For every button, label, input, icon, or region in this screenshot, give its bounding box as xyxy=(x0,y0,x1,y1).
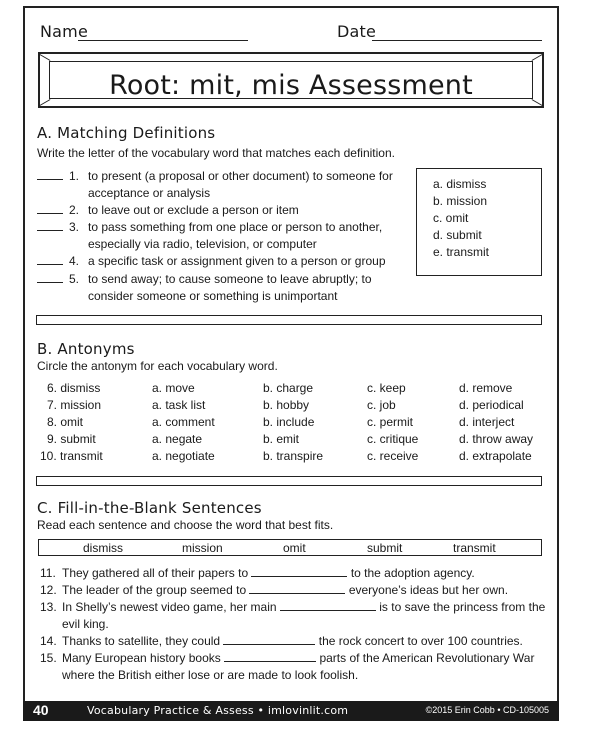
choice-d[interactable]: d. remove xyxy=(459,381,513,395)
sentence-text: is to save the princess from the xyxy=(379,600,546,614)
section-b-instructions: Circle the antonym for each vocabulary word. xyxy=(37,359,278,373)
choice-a[interactable]: a. negate xyxy=(152,432,203,446)
choice-d[interactable]: d. throw away xyxy=(459,432,534,446)
section-c-heading: C. Fill-in-the-Blank Sentences xyxy=(37,499,262,517)
definition-text: especially via radio, television, or computer xyxy=(88,237,317,251)
title-plate xyxy=(49,61,533,99)
definition-item xyxy=(37,203,299,217)
vocab-word: 6. dismiss xyxy=(47,381,101,395)
sentence-text: The leader of the group seemed to xyxy=(62,583,247,597)
choice-b[interactable]: b. charge xyxy=(263,381,314,395)
definition-text: to present (a proposal or other document) to someone for xyxy=(88,169,393,183)
choice-c[interactable]: c. keep xyxy=(367,381,406,395)
sentence-text: evil king. xyxy=(62,617,109,631)
choice-c[interactable]: c. receive xyxy=(367,449,419,463)
item-number: 15. xyxy=(40,651,57,665)
choice-b[interactable]: b. emit xyxy=(263,432,300,446)
item-number: 5. xyxy=(69,272,80,286)
section-a-heading: A. Matching Definitions xyxy=(37,124,216,142)
sentence-text: parts of the American Revolutionary War xyxy=(319,651,535,665)
name-field-line[interactable] xyxy=(78,40,248,41)
answer-choices-box xyxy=(416,168,542,276)
answer-blank[interactable] xyxy=(37,179,63,180)
definition-text: acceptance or analysis xyxy=(88,186,211,200)
word-bank-item: dismiss xyxy=(83,541,124,555)
word-bank-item: omit xyxy=(283,541,306,555)
item-number: 13. xyxy=(40,600,57,614)
definition-item xyxy=(37,272,372,303)
sentence-item xyxy=(40,583,509,597)
definition-text: to send away; to cause someone to leave abruptly; to xyxy=(88,272,372,286)
item-number: 2. xyxy=(69,203,80,217)
sentence-item xyxy=(40,634,523,648)
answer-blank[interactable] xyxy=(37,282,63,283)
word-bank-item: submit xyxy=(367,541,403,555)
sentence-text: everyone’s ideas but her own. xyxy=(348,583,509,597)
definition-text: to leave out or exclude a person or item xyxy=(88,203,299,217)
fill-blank[interactable] xyxy=(223,644,315,645)
choice-d[interactable]: d. extrapolate xyxy=(459,449,532,463)
sentence-text: Many European history books xyxy=(62,651,221,665)
sentence-text: Thanks to satellite, they could xyxy=(62,634,221,648)
sentence-item xyxy=(40,600,546,631)
definition-item xyxy=(37,254,386,268)
item-number: 14. xyxy=(40,634,57,648)
choice-a[interactable]: a. move xyxy=(152,381,195,395)
sentence-item xyxy=(40,651,535,682)
answer-choice: d. submit xyxy=(433,228,482,242)
choice-b[interactable]: b. include xyxy=(263,415,315,429)
choice-c[interactable]: c. permit xyxy=(367,415,414,429)
word-bank xyxy=(38,539,542,556)
fill-blank[interactable] xyxy=(251,576,347,577)
definition-text: consider someone or something is unimportant xyxy=(88,289,338,303)
page-number: 40 xyxy=(33,702,49,718)
choice-c[interactable]: c. job xyxy=(367,398,396,412)
definition-item xyxy=(37,169,393,200)
section-b-heading: B. Antonyms xyxy=(37,340,135,358)
definition-text: a specific task or assignment given to a person or group xyxy=(88,254,386,268)
section-divider xyxy=(36,476,542,486)
date-label: Date xyxy=(337,22,377,41)
book-credit: Vocabulary Practice & Assess • imlovinlit.com xyxy=(87,704,349,717)
answer-choice: a. dismiss xyxy=(433,177,487,191)
item-number: 12. xyxy=(40,583,57,597)
item-number: 4. xyxy=(69,254,80,268)
vocab-word: 10. transmit xyxy=(40,449,103,463)
sentence-text: In Shelly’s newest video game, her main xyxy=(62,600,277,614)
item-number: 11. xyxy=(40,566,56,580)
page-title: Root: mit, mis Assessment xyxy=(109,70,473,101)
word-bank-item: transmit xyxy=(453,541,496,555)
vocab-word: 8. omit xyxy=(47,415,84,429)
sentence-text: the rock concert to over 100 countries. xyxy=(318,634,523,648)
word-bank-item: mission xyxy=(182,541,223,555)
sentence-text: They gathered all of their papers to xyxy=(62,566,249,580)
answer-blank[interactable] xyxy=(37,264,63,265)
item-number: 1. xyxy=(69,169,80,183)
choice-c[interactable]: c. critique xyxy=(367,432,419,446)
vocab-word: 9. submit xyxy=(47,432,96,446)
choice-a[interactable]: a. negotiate xyxy=(152,449,215,463)
fill-blank[interactable] xyxy=(280,610,376,611)
date-field-line[interactable] xyxy=(372,40,542,41)
frame-corner xyxy=(532,54,543,61)
sentence-item xyxy=(40,566,475,580)
frame-corner xyxy=(40,99,51,106)
sentence-text: where the British either lose or are made to look foolish. xyxy=(62,668,359,682)
choice-d[interactable]: d. interject xyxy=(459,415,515,429)
section-a-instructions: Write the letter of the vocabulary word that matches each definition. xyxy=(37,146,395,160)
definition-item xyxy=(37,220,383,251)
choice-d[interactable]: d. periodical xyxy=(459,398,524,412)
frame-corner xyxy=(40,54,51,61)
section-c-instructions: Read each sentence and choose the word that best fits. xyxy=(37,518,334,532)
item-number: 3. xyxy=(69,220,80,234)
answer-choice: e. transmit xyxy=(433,245,490,259)
vocab-word: 7. mission xyxy=(47,398,102,412)
choice-b[interactable]: b. hobby xyxy=(263,398,310,412)
name-label: Name xyxy=(40,22,89,41)
footer-bar xyxy=(23,701,559,721)
definition-text: to pass something from one place or person to another, xyxy=(88,220,383,234)
answer-choice: c. omit xyxy=(433,211,469,225)
choice-a[interactable]: a. task list xyxy=(152,398,206,412)
choice-b[interactable]: b. transpire xyxy=(263,449,324,463)
fill-blank[interactable] xyxy=(224,661,316,662)
copyright: ©2015 Erin Cobb • CD-105005 xyxy=(425,705,549,715)
answer-choice: b. mission xyxy=(433,194,488,208)
section-divider xyxy=(36,315,542,325)
title-frame xyxy=(38,52,544,108)
frame-corner xyxy=(532,99,543,106)
answer-blank[interactable] xyxy=(37,213,63,214)
sentence-text: to the adoption agency. xyxy=(350,566,475,580)
fill-blank[interactable] xyxy=(249,593,345,594)
answer-blank[interactable] xyxy=(37,230,63,231)
choice-a[interactable]: a. comment xyxy=(152,415,215,429)
